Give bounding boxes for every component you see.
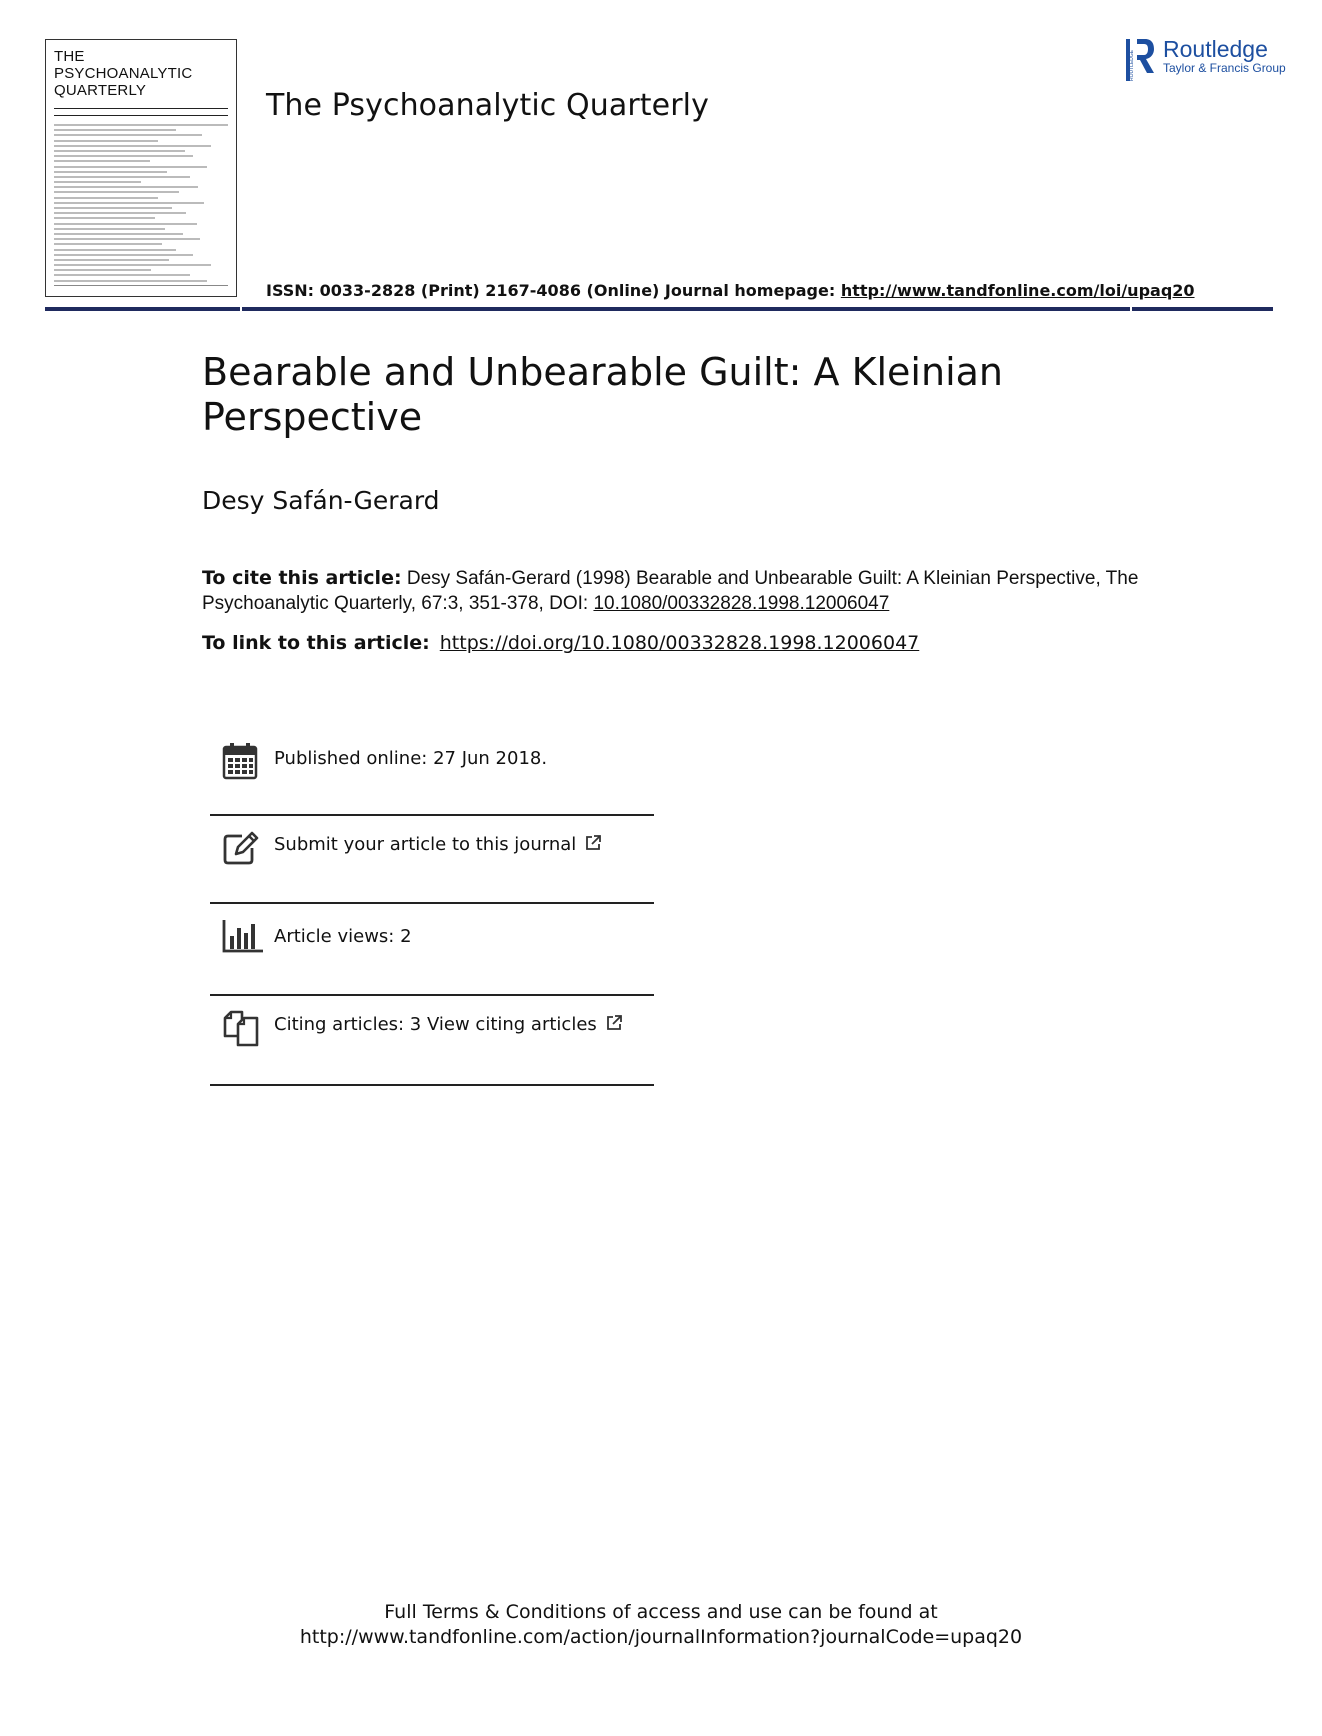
issn-text: ISSN: 0033-2828 (Print) 2167-4086 (Online) Journal homepage:: [266, 281, 841, 300]
cite-doi-link[interactable]: 10.1080/00332828.1998.12006047: [593, 593, 890, 614]
footer-line: Full Terms & Conditions of access and use can be found at: [384, 1601, 938, 1623]
divider: [210, 1084, 654, 1086]
cover-footer-line: [54, 285, 228, 290]
cite-label: To cite this article:: [202, 567, 402, 589]
article-title: Bearable and Unbearable Guilt: A Kleinian Perspective: [202, 350, 1004, 439]
cover-title-line: THE: [54, 48, 85, 65]
article-views: Article views: 2: [274, 926, 412, 947]
divider: [210, 902, 654, 904]
submit-label: Submit your article to this journal: [274, 834, 577, 855]
header-rule-gap: [240, 307, 242, 311]
cover-title-line: QUARTERLY: [54, 82, 147, 99]
submit-article-link[interactable]: [274, 834, 602, 855]
cover-volume-bar: [54, 108, 228, 116]
external-link-icon: [584, 834, 602, 852]
publisher-brand: Routledge: [1163, 36, 1268, 62]
citing-articles-link[interactable]: [274, 1014, 623, 1035]
journal-title[interactable]: The Psychoanalytic Quarterly: [266, 88, 709, 123]
issn-line: [266, 281, 1195, 300]
publisher-group: Taylor & Francis Group: [1163, 61, 1286, 75]
published-date: Published online: 27 Jun 2018.: [274, 748, 548, 769]
cover-title: [54, 48, 192, 99]
footer-terms-url[interactable]: http://www.tandfonline.com/action/journalInformation?journalCode=upaq20: [299, 1626, 1023, 1648]
external-link-icon: [605, 1014, 623, 1032]
cover-contents-lines: [54, 124, 228, 284]
copy-icon: [222, 1008, 262, 1048]
header-rule-gap: [1130, 307, 1132, 311]
divider: [210, 814, 654, 816]
journal-cover-thumbnail: [45, 39, 237, 297]
bar-chart-icon: [222, 918, 264, 954]
calendar-icon: [222, 742, 258, 780]
svg-text:ROUTLEDGE: ROUTLEDGE: [1129, 49, 1135, 81]
article-doi-link[interactable]: https://doi.org/10.1080/00332828.1998.12006047: [439, 632, 920, 654]
cite-text: Desy Safán-Gerard (1998) Bearable and Unbearable Guilt: A Kleinian Perspective, The Psychoanalytic Quarterly, 67:3, 351-378, DOI:: [202, 568, 1139, 614]
terms-footer: [0, 1600, 1322, 1650]
routledge-r-icon: [1125, 37, 1155, 83]
publisher-logo[interactable]: [1125, 37, 1286, 85]
article-link-line: [202, 632, 919, 654]
edit-icon: [222, 830, 260, 866]
citing-label: Citing articles: 3 View citing articles: [274, 1014, 597, 1035]
journal-homepage-link[interactable]: http://www.tandfonline.com/loi/upaq20: [840, 281, 1195, 300]
link-label: To link to this article:: [202, 632, 430, 654]
citation: [202, 566, 1162, 616]
article-author[interactable]: Desy Safán-Gerard: [202, 486, 440, 515]
header-rule: [45, 307, 1273, 311]
divider: [210, 994, 654, 996]
cover-title-line: PSYCHOANALYTIC: [54, 65, 193, 82]
